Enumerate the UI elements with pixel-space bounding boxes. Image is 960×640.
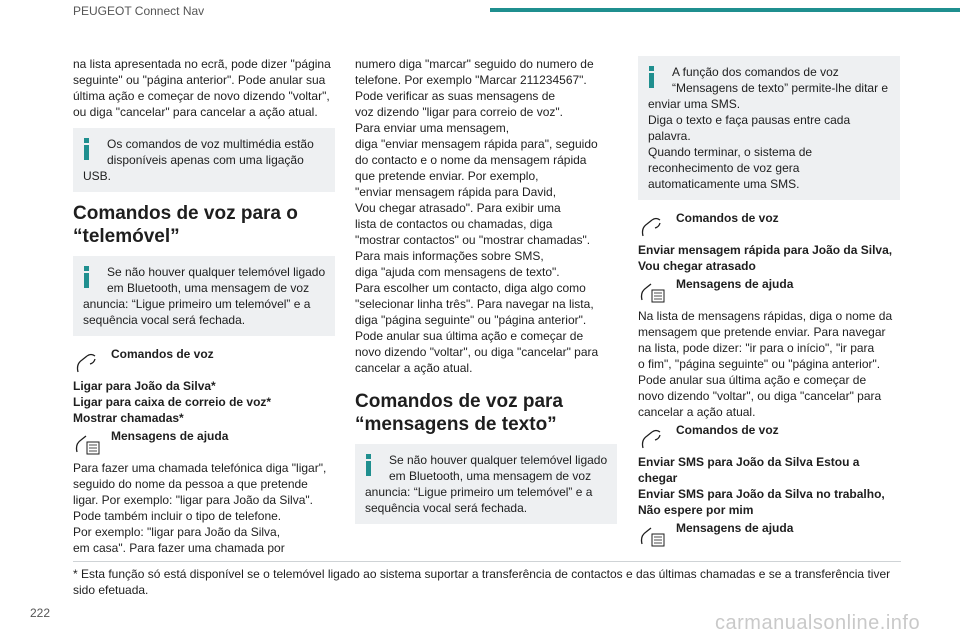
info-icon (365, 454, 371, 476)
help-messages-subheading: Mensagens de ajuda (73, 428, 335, 456)
page-number: 222 (30, 606, 51, 620)
info-icon (83, 138, 89, 160)
quick-message-command-list: Enviar mensagem rápida para João da Silva, Vou chegar atrasado (638, 243, 893, 273)
column-3 (638, 56, 900, 552)
voice-command-icon (75, 350, 101, 374)
phone-help-text: Para fazer uma chamada telefónica diga "ligar", seguido do nome da pessoa a que pretende ligar. Por exemplo: "ligar para João da Silva". Pode também incluir o tipo de telefone. Por exemplo: "ligar para João da Silva, em casa". Para fazer uma chamada por (73, 461, 327, 555)
help-messages-icon (640, 280, 666, 304)
voice-commands-subheading: Comandos de voz (73, 346, 335, 374)
phone-help-continued: numero diga "marcar" seguido do numero de telefone. Por exemplo "Marcar 211234567". Pode verificar as suas mensagens de voz dizendo "ligar para correio de voz". Para enviar uma mensagem, diga "enviar mensagem rápida para", seguido do contacto e o nome da mensagem rápida que pretende enviar. Por exemplo, "enviar mensagem rápida para David, Vou chegar atrasado". Para exibir uma lista de contactos ou chamadas, diga "mostrar contactos" ou "mostrar chamadas". Para mais informações sobre SMS, diga "ajuda com mensagens de texto". Para escolher um contacto, diga algo como "selecionar linha três". Para navegar na lista, diga "página seguinte" ou "página anterior". Pode anular sua última ação e começar de novo dizendo "voltar", ou diga "cancelar" para cancelar a ação atual. (355, 57, 599, 375)
intro-paragraph: na lista apresentada no ecrã, pode dizer "página seguinte" ou "página anterior". Pode anular sua última ação e começar de novo dizendo "voltar", ou diga "cancelar" para cancelar a ação atual. (73, 57, 331, 119)
bluetooth-info-note: Se não houver qualquer telemóvel ligado em Bluetooth, uma mensagem de voz anuncia: “Ligue primeiro um telemóvel” e a sequência vocal será fechada. (73, 256, 335, 336)
help-messages-subheading-1: Mensagens de ajuda (638, 276, 900, 304)
column-2 (355, 56, 617, 534)
sms-command-list: Enviar SMS para João da Silva Estou a chegar Enviar SMS para João da Silva no trabalho, Não espere por mim (638, 455, 885, 517)
header-accent-bar (490, 8, 960, 12)
phone-command-list: Ligar para João da Silva* Ligar para caixa de correio de voz* Mostrar chamadas* (73, 379, 272, 425)
voice-command-icon (640, 214, 666, 238)
watermark: carmanualsonline.info (715, 612, 921, 634)
section-heading-text-messages: Comandos de voz para “mensagens de texto” (355, 391, 563, 435)
help-messages-icon (75, 432, 101, 456)
voice-command-icon (640, 426, 666, 450)
help-messages-subheading-2: Mensagens de ajuda (638, 520, 900, 548)
sms-dictation-note: A função dos comandos de voz “Mensagens de texto” permite-lhe ditar e enviar uma SMS. Diga o texto e faça pausas entre cada palavra. Quando terminar, o sistema de reconhecimento de voz gera automaticamente uma SMS. (638, 56, 900, 200)
column-1 (73, 56, 335, 562)
section-heading-phone: Comandos de voz para o “telemóvel” (73, 203, 298, 247)
footnote: * Esta função só está disponível se o telemóvel ligado ao sistema suportar a transferência de contactos e das últimas chamadas e se a transferência tiver sido efetuada. (73, 567, 891, 597)
voice-commands-subheading-2: Comandos de voz (638, 422, 900, 450)
help-messages-icon (640, 524, 666, 548)
info-icon (83, 266, 89, 288)
voice-commands-subheading-1: Comandos de voz (638, 210, 900, 238)
info-icon (648, 66, 654, 88)
quick-message-help-text: Na lista de mensagens rápidas, diga o nome da mensagem que pretende enviar. Para navegar na lista, pode dizer: "ir para o início", "ir para o fim", "página seguinte" ou "página anterior". Pode anular sua última ação e começar de novo dizendo "voltar", ou diga "cancelar" para cancelar a ação atual. (638, 309, 893, 419)
running-header-title: PEUGEOT Connect Nav (73, 4, 205, 18)
footnote-divider (73, 561, 901, 562)
bluetooth-info-note-sms: Se não houver qualquer telemóvel ligado em Bluetooth, uma mensagem de voz anuncia: “Ligue primeiro um telemóvel” e a sequência vocal será fechada. (355, 444, 617, 524)
usb-info-note: Os comandos de voz multimédia estão disponíveis apenas com uma ligação USB. (73, 128, 335, 192)
